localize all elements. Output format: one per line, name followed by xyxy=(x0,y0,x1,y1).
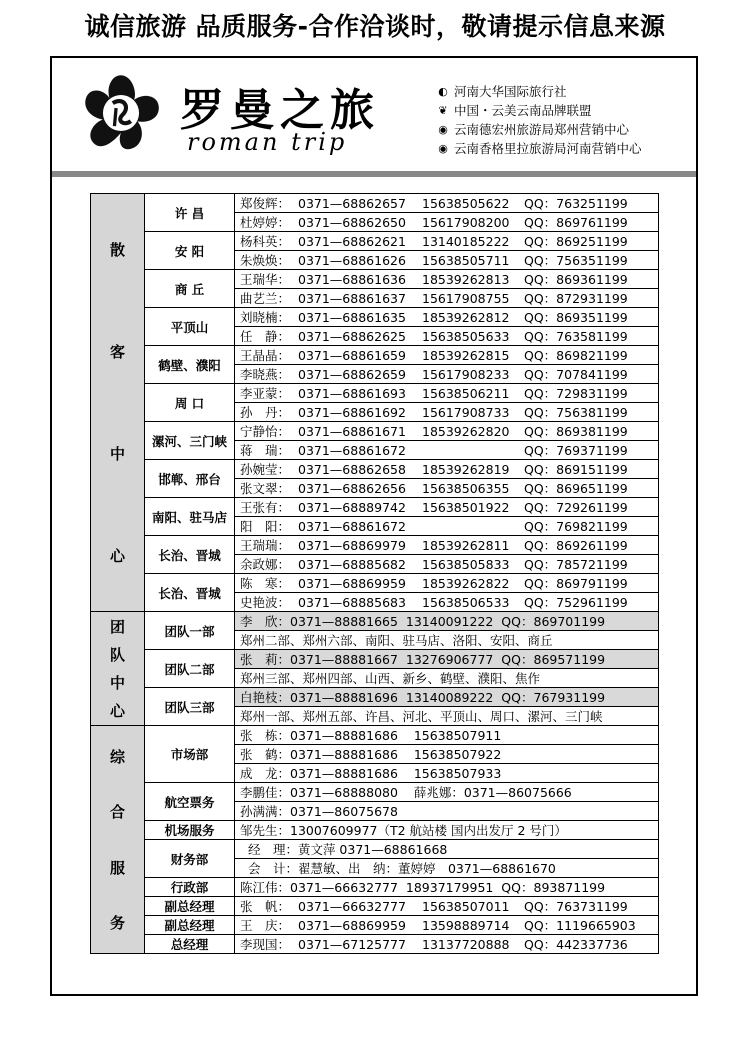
contact-info: 郑州一部、郑州五部、许昌、河北、平顶山、周口、漯河、三门峡 xyxy=(235,707,659,726)
contact-name: 陈 寒： xyxy=(240,576,291,591)
contact-qq: QQ：785721199 xyxy=(524,557,628,572)
contact-phone: 0371—68862659 xyxy=(298,367,406,382)
section-char: 务 xyxy=(109,914,125,933)
contact-mobile: 18539262813 xyxy=(422,272,510,287)
contact-mobile: 15638505711 xyxy=(422,253,510,268)
contact-qq: QQ：763581199 xyxy=(524,329,628,344)
contact-qq: QQ：869761199 xyxy=(524,215,628,230)
table-row xyxy=(91,688,659,707)
table-row xyxy=(91,783,659,802)
table-row xyxy=(91,346,659,365)
contact-name: 曲艺兰： xyxy=(240,291,291,306)
contact-info: 邹先生：13007609977（T2 航站楼 国内出发厅 2 号门） xyxy=(235,821,659,840)
affiliation-item: ◐ 河南大华国际旅行社 xyxy=(438,84,567,99)
city-label: 长治、晋城 xyxy=(145,536,235,574)
section-label xyxy=(91,612,145,726)
contact-info: 成 龙：0371—88881686 15638507933 xyxy=(235,764,659,783)
contact-mobile: 15638507011 xyxy=(422,899,510,914)
table-row xyxy=(91,384,659,403)
contact-qq: QQ：752961199 xyxy=(524,595,628,610)
contact-info xyxy=(235,365,659,384)
section-char: 心 xyxy=(109,546,125,565)
contact-mobile: 15638506533 xyxy=(422,595,510,610)
slogan-banner: 诚信旅游 品质服务-合作洽谈时，敬请提示信息来源 xyxy=(84,12,666,41)
table-row xyxy=(91,422,659,441)
section-char: 心 xyxy=(109,701,125,720)
contact-mobile: 13598889714 xyxy=(422,918,510,933)
flower-logo-icon xyxy=(80,72,162,154)
section-char: 散 xyxy=(109,241,125,260)
circle-logo-icon: ◉ xyxy=(438,142,448,155)
contact-info xyxy=(235,916,659,935)
table-row xyxy=(91,574,659,593)
contact-name: 王瑞瑞： xyxy=(240,538,291,553)
contact-phone: 0371—68862657 xyxy=(298,196,406,211)
contact-phone: 0371—68861672 xyxy=(298,443,406,458)
contact-info xyxy=(235,555,659,574)
table-row xyxy=(91,232,659,251)
contact-name: 孙 丹： xyxy=(240,405,291,420)
contact-qq: QQ：442337736 xyxy=(524,937,628,952)
table-row xyxy=(91,612,659,631)
contact-phone: 0371—68861692 xyxy=(298,405,406,420)
section-label xyxy=(91,726,145,954)
contact-info xyxy=(235,441,659,460)
contact-qq: QQ：769821199 xyxy=(524,519,628,534)
contact-info xyxy=(235,194,659,213)
contact-info: 孙满满：0371—86075678 xyxy=(235,802,659,821)
contact-phone: 0371—68861637 xyxy=(298,291,406,306)
contact-info: 陈江伟：0371—66632777 18937179951 QQ：893871199 xyxy=(235,878,659,897)
contact-phone: 0371—68861693 xyxy=(298,386,406,401)
contact-qq: QQ：869151199 xyxy=(524,462,628,477)
contact-mobile: 15617908200 xyxy=(422,215,510,230)
contact-qq: QQ：869821199 xyxy=(524,348,628,363)
contact-phone: 0371—68861626 xyxy=(298,253,406,268)
contact-phone: 0371—68862650 xyxy=(298,215,406,230)
contact-info xyxy=(235,327,659,346)
contact-mobile: 13137720888 xyxy=(422,937,510,952)
contact-name: 李现国： xyxy=(240,937,291,952)
city-label: 财务部 xyxy=(145,840,235,878)
contact-phone: 0371—68862658 xyxy=(298,462,406,477)
contact-info xyxy=(235,346,659,365)
contact-qq: QQ：869351199 xyxy=(524,310,628,325)
table-row xyxy=(91,840,659,859)
contact-info: 郑州三部、郑州四部、山西、新乡、鹤壁、濮阳、焦作 xyxy=(235,669,659,688)
city-label: 团队二部 xyxy=(145,650,235,688)
contact-info: 会 计：翟慧敏、出 纳：董婷婷 0371—68861670 xyxy=(235,859,659,878)
affiliation-item: ◉ 云南德宏州旅游局郑州营销中心 xyxy=(438,122,630,137)
contact-phone: 0371—68861635 xyxy=(298,310,406,325)
table-row xyxy=(91,194,659,213)
contact-mobile: 15617908733 xyxy=(422,405,510,420)
contact-mobile: 18539262812 xyxy=(422,310,510,325)
section-char: 服 xyxy=(109,858,125,877)
city-label: 漯河、三门峡 xyxy=(145,422,235,460)
contact-name: 王 庆： xyxy=(240,918,291,933)
contact-info xyxy=(235,289,659,308)
contact-name: 阳 阳： xyxy=(240,519,291,534)
contact-phone: 0371—68869959 xyxy=(298,918,406,933)
affiliation-item: ❦ 中国・云美云南品牌联盟 xyxy=(438,103,592,118)
table-row xyxy=(91,270,659,289)
contact-phone: 0371—68861636 xyxy=(298,272,406,287)
city-label: 邯郸、邢台 xyxy=(145,460,235,498)
contact-phone: 0371—68861659 xyxy=(298,348,406,363)
city-label: 长治、晋城 xyxy=(145,574,235,612)
section-char: 合 xyxy=(109,803,125,822)
section-label xyxy=(91,194,145,612)
city-label: 副总经理 xyxy=(145,916,235,935)
table-row xyxy=(91,821,659,840)
contact-info xyxy=(235,403,659,422)
contact-qq: QQ：869251199 xyxy=(524,234,628,249)
contact-phone: 0371—68861672 xyxy=(298,519,406,534)
city-label: 市场部 xyxy=(145,726,235,783)
contact-name: 孙婉莹： xyxy=(240,462,291,477)
contact-mobile: 18539262811 xyxy=(422,538,510,553)
contact-name: 杨科英： xyxy=(240,234,291,249)
contact-name: 刘晓楠： xyxy=(240,310,291,325)
header-divider xyxy=(52,171,696,177)
section-char: 中 xyxy=(109,673,125,692)
contact-mobile: 15638501922 xyxy=(422,500,510,515)
contact-phone: 0371—68869979 xyxy=(298,538,406,553)
city-label: 南阳、驻马店 xyxy=(145,498,235,536)
section-label-text xyxy=(91,613,144,724)
contact-info xyxy=(235,517,659,536)
contact-info: 郑州二部、郑州六部、南阳、驻马店、洛阳、安阳、商丘 xyxy=(235,631,659,650)
section-char: 综 xyxy=(109,747,125,766)
city-label: 团队一部 xyxy=(145,612,235,650)
contact-qq: QQ：869261199 xyxy=(524,538,628,553)
contact-phone: 0371—68885682 xyxy=(298,557,406,572)
city-label: 周 口 xyxy=(145,384,235,422)
contact-info: 张 莉：0371—88881667 13276906777 QQ：869571199 xyxy=(235,650,659,669)
contact-qq: QQ：756381199 xyxy=(524,405,628,420)
city-label: 航空票务 xyxy=(145,783,235,821)
affiliation-item: ◉ 云南香格里拉旅游局河南营销中心 xyxy=(438,141,642,156)
contact-info xyxy=(235,479,659,498)
contact-info xyxy=(235,422,659,441)
contact-mobile: 15638505633 xyxy=(422,329,510,344)
contact-info xyxy=(235,251,659,270)
city-label: 总经理 xyxy=(145,935,235,954)
contact-name: 宁静怡： xyxy=(240,424,291,439)
contact-info: 李鹏佳：0371—68888080 薛兆娜：0371—86075666 xyxy=(235,783,659,802)
contact-phone: 0371—68862621 xyxy=(298,234,406,249)
table-row xyxy=(91,460,659,479)
contact-name: 杜婷婷： xyxy=(240,215,291,230)
contact-phone: 0371—68862625 xyxy=(298,329,406,344)
swirl-icon: ◐ xyxy=(438,85,448,98)
contact-info xyxy=(235,213,659,232)
contact-mobile: 13140185222 xyxy=(422,234,510,249)
contact-phone: 0371—68869959 xyxy=(298,576,406,591)
contact-name: 张文翠： xyxy=(240,481,291,496)
contact-mobile: 18539262819 xyxy=(422,462,510,477)
section-label-text xyxy=(91,199,144,606)
contact-name: 任 静： xyxy=(240,329,291,344)
contact-qq: QQ：707841199 xyxy=(524,367,628,382)
contact-table xyxy=(90,193,659,954)
section-char: 中 xyxy=(109,444,125,463)
contact-info xyxy=(235,270,659,289)
contact-name: 张 帆： xyxy=(240,899,291,914)
table-row xyxy=(91,935,659,954)
city-label: 鹤壁、濮阳 xyxy=(145,346,235,384)
city-label: 副总经理 xyxy=(145,897,235,916)
table-row xyxy=(91,726,659,745)
contact-info xyxy=(235,308,659,327)
contact-info xyxy=(235,574,659,593)
city-label: 许 昌 xyxy=(145,194,235,232)
contact-info xyxy=(235,232,659,251)
affiliation-list xyxy=(437,82,642,158)
contact-phone: 0371—68889742 xyxy=(298,500,406,515)
section-label-text xyxy=(91,729,144,951)
contact-info xyxy=(235,536,659,555)
contact-qq: QQ：869361199 xyxy=(524,272,628,287)
city-label: 行政部 xyxy=(145,878,235,897)
brand-name-en: roman trip xyxy=(187,128,348,156)
contact-mobile: 15638505622 xyxy=(422,196,510,211)
city-label: 团队三部 xyxy=(145,688,235,726)
city-label: 机场服务 xyxy=(145,821,235,840)
contact-mobile: 15638506211 xyxy=(422,386,510,401)
contact-name: 王晶晶： xyxy=(240,348,291,363)
contact-name: 朱焕焕： xyxy=(240,253,291,268)
contact-info xyxy=(235,498,659,517)
contact-name: 李亚蒙： xyxy=(240,386,291,401)
contact-info: 张 鹤：0371—88881686 15638507922 xyxy=(235,745,659,764)
contact-phone: 0371—68861671 xyxy=(298,424,406,439)
contact-mobile: 15638505833 xyxy=(422,557,510,572)
contact-info xyxy=(235,593,659,612)
brand-name: 罗曼之旅 xyxy=(180,85,380,136)
contact-qq: QQ：756351199 xyxy=(524,253,628,268)
brand-header xyxy=(52,58,696,175)
table-row xyxy=(91,498,659,517)
contact-sheet xyxy=(50,56,698,996)
section-char: 团 xyxy=(109,618,125,637)
contact-mobile: 18539262815 xyxy=(422,348,510,363)
contact-name: 蒋 瑞： xyxy=(240,443,291,458)
contact-phone: 0371—68862656 xyxy=(298,481,406,496)
table-row xyxy=(91,536,659,555)
contact-name: 李晓燕： xyxy=(240,367,291,382)
table-row xyxy=(91,308,659,327)
contact-mobile: 15617908233 xyxy=(422,367,510,382)
contact-qq: QQ：872931199 xyxy=(524,291,628,306)
contact-mobile: 18539262820 xyxy=(422,424,510,439)
contact-qq: QQ：869651199 xyxy=(524,481,628,496)
contact-qq: QQ：1119665903 xyxy=(524,918,636,933)
contact-name: 王张有： xyxy=(240,500,291,515)
table-row xyxy=(91,878,659,897)
contact-qq: QQ：869381199 xyxy=(524,424,628,439)
contact-name: 史艳波： xyxy=(240,595,291,610)
contact-info xyxy=(235,460,659,479)
contact-qq: QQ：763731199 xyxy=(524,899,628,914)
contact-mobile: 18539262822 xyxy=(422,576,510,591)
table-row xyxy=(91,897,659,916)
contact-info: 张 栋：0371—88881686 15638507911 xyxy=(235,726,659,745)
contact-qq: QQ：729261199 xyxy=(524,500,628,515)
contact-name: 余政娜： xyxy=(240,557,291,572)
contact-info xyxy=(235,384,659,403)
contact-phone: 0371—67125777 xyxy=(298,937,406,952)
contact-name: 郑俊辉： xyxy=(240,196,291,211)
contact-phone: 0371—68885683 xyxy=(298,595,406,610)
city-label: 安 阳 xyxy=(145,232,235,270)
contact-qq: QQ：763251199 xyxy=(524,196,628,211)
contact-name: 王瑞华： xyxy=(240,272,291,287)
contact-info: 李 欣：0371—88881665 13140091222 QQ：869701199 xyxy=(235,612,659,631)
contact-qq: QQ：769371199 xyxy=(524,443,628,458)
contact-mobile: 15617908755 xyxy=(422,291,510,306)
contact-info: 经 理：黄文萍 0371—68861668 xyxy=(235,840,659,859)
contact-mobile: 15638506355 xyxy=(422,481,510,496)
contact-info: 白艳枝：0371—88881696 13140089222 QQ：767931199 xyxy=(235,688,659,707)
contact-phone: 0371—66632777 xyxy=(298,899,406,914)
contact-qq: QQ：729831199 xyxy=(524,386,628,401)
table-row xyxy=(91,650,659,669)
section-char: 客 xyxy=(109,343,125,362)
table-row xyxy=(91,916,659,935)
contact-info xyxy=(235,897,659,916)
city-label: 商 丘 xyxy=(145,270,235,308)
section-char: 队 xyxy=(109,646,125,665)
city-label: 平顶山 xyxy=(145,308,235,346)
circle-logo-icon: ◉ xyxy=(438,123,448,136)
contact-info xyxy=(235,935,659,954)
contact-qq: QQ：869791199 xyxy=(524,576,628,591)
peacock-icon: ❦ xyxy=(438,104,448,117)
